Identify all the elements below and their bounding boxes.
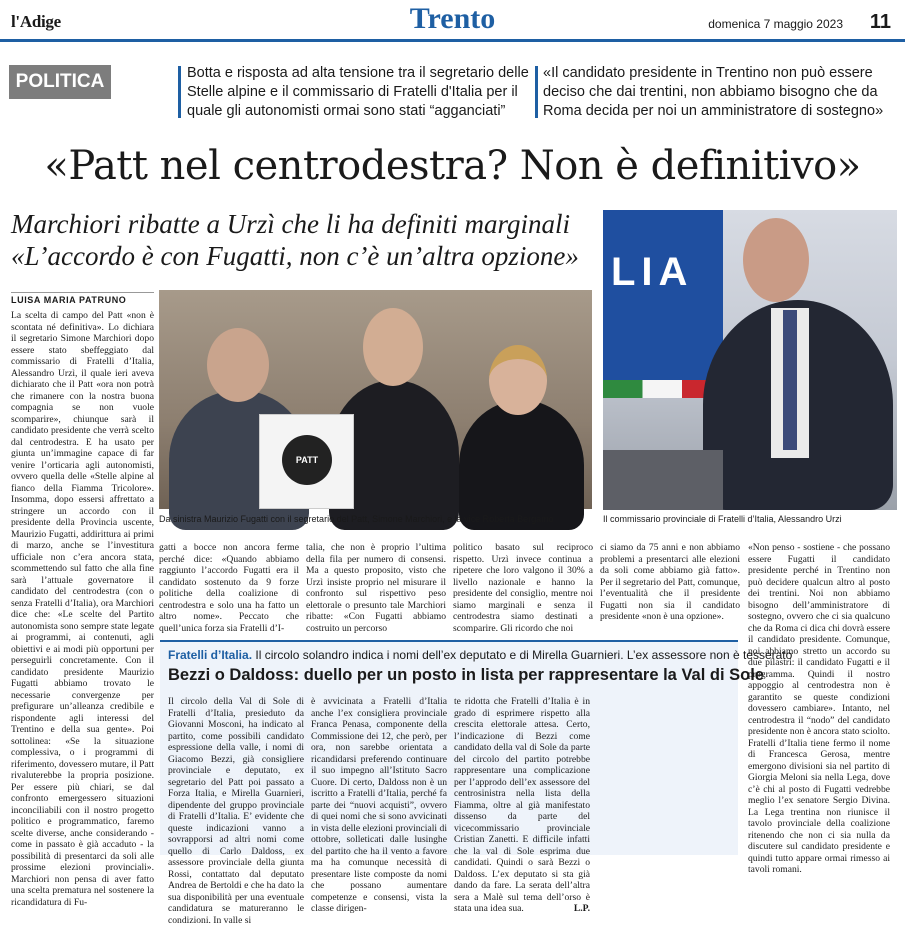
article-col-4: politico basato sul reciproco rispetto. Urzì invece continua a ripetere che loro valgono il 30% a livello nazionale e hanno la presidente del consiglio, mentre noi siamo marginali e senza il centrodestra siamo destinati a scomparire. Gli ricordo che noi bbox=[453, 542, 593, 634]
flag-banner bbox=[603, 210, 723, 380]
header-rule bbox=[0, 39, 905, 42]
subhead-line-2: «L’accordo è con Fugatti, non c’è un’altra opzione» bbox=[11, 241, 579, 271]
person-urzi-head bbox=[743, 218, 809, 302]
masthead-logo: l'Adige bbox=[11, 12, 61, 31]
headline: «Patt nel centrodestra? Non è definitivo» bbox=[44, 143, 861, 189]
section-title: Trento bbox=[409, 2, 496, 35]
person-bergamo bbox=[459, 400, 584, 530]
page-number: 11 bbox=[869, 11, 891, 33]
document-sign bbox=[259, 414, 354, 509]
box-col-3 bbox=[454, 696, 590, 915]
box-col-2: è avvicinata a Fratelli d’Italia anche l’ex consigliera provinciale Franca Penasa, componente della Commissione dei 12, che però, per ora, non sarebbe orientata a ricandidarsi preferendo continuare il suo impegno all’Istituto Sacro Cuore. Di certo, Daldoss non è un iscritto a Fratelli d’Italia, perché fa parte dei “nuovi acquisti”, ovvero di quei nomi che si sono avvicinati in vista delle elezioni provinciali di ottobre, solleticati dalle lusinghe del partito che ha il vento a favore ma ha comunque necessità di presentare liste composte da nomi che possano aumentare competenze e consensi, vista la classe dirigen- bbox=[311, 696, 447, 914]
box-col-3-text: te ridotta che Fratelli d’Italia è in grado di esprimere rispetto alla crescita elettorale attesa. Certo, l’indicazione di Bezzi come candidato della val di Sole da parte del circolo del partito potrebbe rappresentare una complicazione per l’approdo dell’ex assessore del centrosinistra nella lista della Fiamma, oltre al già manifestato dissenso da parte del vicecommissario provinciale Cristian Zanetti. E difficile infatti che la val di Sole esprima due candidati. Quindi o sarà Bezzi o Daldoss. L’ex deputato si sta già dando da fare. La serata dell’altra sera a Malè sul tema dell’orso è stata una idea sua. bbox=[454, 696, 590, 914]
person-marchiori-head bbox=[363, 308, 423, 386]
article-col-3: talia, che non è proprio l’ultima della fila per numero di consensi. Ma a questo proposito, visto che Urzì insiste proprio nel misurare il confronto sul rispettivo peso elettorale o presunto tale Marchiori ribatte: «Con Fugatti abbiamo costruito un percorso bbox=[306, 542, 446, 634]
caption-left: Da sinistra Maurizio Fugatti con il segretario del Patt, Simone Marchiori, e la vice Roberta Bergamo bbox=[159, 514, 554, 524]
kicker-left: Botta e risposta ad alta tensione tra il segretario delle Stelle alpine e il commissario di Fratelli d'Italia per il quale gli autonomisti ormai sono stati “agganciati” bbox=[187, 65, 529, 119]
box-signature: L.P. bbox=[573, 903, 590, 914]
page-date: domenica 7 maggio 2023 bbox=[708, 17, 843, 31]
audience bbox=[603, 450, 723, 510]
person-fugatti-head bbox=[207, 328, 269, 402]
sidebar-box bbox=[160, 640, 793, 926]
subhead-line-1: Marchiori ribatte a Urzì che li ha definiti marginali bbox=[11, 209, 570, 239]
box-col-1: Il circolo della Val di Sole di Fratelli d’Italia, presieduto da Giovanni Mosconi, ha indicato al partito, come possibili candidato espressione della valle, i nomi di Giacomo Bezzi, già consigliere provinciale e deputato, ex segretario del Patt poi passato a Forza Italia, e Mirella Guarnieri, dipendente del gruppo provinciale di Fratelli d’Italia. E’ evidente che queste indicazioni vanno a sovrapporsi ad altri nomi come quello di Carlo Daldoss, ex assessore provinciale della giunta Rossi, contattato dal deputato Andrea de Bertoldi e che ha dato la sua disponibilità per una eventuale candidatura se matureranno le condizioni. In valle si bbox=[168, 696, 304, 926]
article-col-1: La scelta di campo del Patt «non è scontata né definitiva». Lo dichiara il segretario Simone Marchiori dopo essere stato sbeffeggiato dal commissario di Fratelli d’Italia, Alessandro Urzì, il quale ieri aveva dichiarato che il Patt «ora non potrà che rimanere con la nostra buona compagnia se non vuole scomparire», chiunque sarà il candidato presidente che verrà scelto dal centrodestra. E ha usato per giunta un’immagine capace di far venire l’orticaria agli autonomisti, ovvero quella delle «Stelle alpine al fianco della Fiamma Tricolore». Insomma, dopo essersi affrettato a stringere un accordo con il presidente della Provincia uscente, Maurizio Fugatti, addirittura ai primi di marzo, anche se l’investitura ufficiale non c’era ancora stata, scommettendo sul fatto che alla fine sarà l’attuale governatore il candidato del centrodestra (con o senza Fratelli d’Italia), ora Marchiori dice che: «Le scelte del Partito autonomista sono sempre state legate ai programmi, ai contenuti, agli obiettivi e ai modi più opportuni per perseguirli concretamente. Con il candidato presidente Maurizio Fugatti abbiamo trovato le necessarie convergenze per prefigurare un’alleanza credibile e rispondente agli interessi del Trentino e della sua gente». Poi sottolinea: «Se la situazione complessiva, o i programmi di riferimento, dovessero mutare, il Patt rivaluterebbe la propria posizione. Per essere più chiari, se dal confronto emergessero situazioni inconciliabili con il nostro progetto politico e programmatico, faremo scelte diverse, anche considerando - come in passato è già accaduto - la possibilità di presentarci da soli alle prossime elezioni provinciali». Marchiori non pensa di aver fatto una scelta prematura nel sostenere la ricandidatura di Fu- bbox=[11, 310, 154, 908]
article-col-5: ci siamo da 75 anni e non abbiamo problemi a presentarci alle elezioni da soli come abbiamo già fatto». Per il segretario del Patt, comunque, l’eventualità che il presidente Fugatti non sia il candidato presidente «non è una opzione». bbox=[600, 542, 740, 622]
box-kicker-text: Il circolo solandro indica i nomi dell’ex deputato e di Mirella Guarnieri. L’ex assessore non è tesserato bbox=[252, 648, 793, 662]
article-col-6: «Non penso - sostiene - che possano essere Fugatti il candidato presidente perché in Trentino non può decidere qualcun altro al posto dei trentini. Noi non abbiamo bisogno dell’amministratore di sostegno, ovvero che ci sia qualcuno che da Roma ci dica chi dovrà essere il candidato presidente. Comunque, noi abbiamo stretto un accordo su due pilastri: il candidato Fugatti e il programma. Quindi il nostro appoggio al centrodestra non è garantito se queste condizioni dovessero cambiare». Intanto, nel centrodestra il “nodo” del candidato presidente non è ancora stato sciolto. Fratelli d’Italia tiene fermo il nome di Francesca Gerosa, mentre emergono divisioni sia nel partito di Giorgia Meloni sia nella Lega, dove c’è chi al posto di Fugatti vedrebbe meglio l’ex senatore Sergio Divina. La Lega trentina non riunisce il tavolo provinciale della coalizione ritenendo che non ci sia nulla da discutere sul candidato presidente e quindi tutto appare ormai rimesso ai tavoli romani. bbox=[748, 542, 890, 875]
patt-logo: PATT bbox=[282, 435, 332, 485]
photo-urzi bbox=[603, 210, 897, 510]
page-header bbox=[0, 0, 905, 40]
kicker-right: «Il candidato presidente in Trentino non può essere deciso che dai trentini, non abbiamo bisogno che da Roma decida per noi un amministratore di sostegno» bbox=[543, 65, 884, 119]
subhead bbox=[11, 208, 601, 272]
caption-right: Il commissario provinciale di Fratelli d’Italia, Alessandro Urzi bbox=[603, 514, 842, 524]
byline: LUISA MARIA PATRUNO bbox=[11, 292, 154, 305]
kicker-bar-right bbox=[535, 66, 538, 118]
rubric-badge: POLITICA bbox=[9, 65, 111, 99]
tie bbox=[783, 310, 797, 450]
box-kicker-label: Fratelli d’Italia. bbox=[168, 648, 253, 662]
article-col-2: gatti a bocce non ancora ferme perché dice: «Quando abbiamo raggiunto l’accordo Fugatti era il candidato sostenuto da 9 forze politiche della coalizione di centrodestra e solo una ha fatto un altro nome». Peccato che quell’unica forza sia Fratelli d’I- bbox=[159, 542, 299, 634]
person-bergamo-head bbox=[489, 345, 547, 415]
box-kicker bbox=[168, 648, 793, 662]
kicker-bar-left bbox=[178, 66, 181, 118]
banner-letters: LIA bbox=[611, 250, 694, 294]
photo-group bbox=[159, 290, 592, 509]
box-title: Bezzi o Daldoss: duello per un posto in lista per rappresentare la Val di Sole bbox=[168, 666, 764, 684]
